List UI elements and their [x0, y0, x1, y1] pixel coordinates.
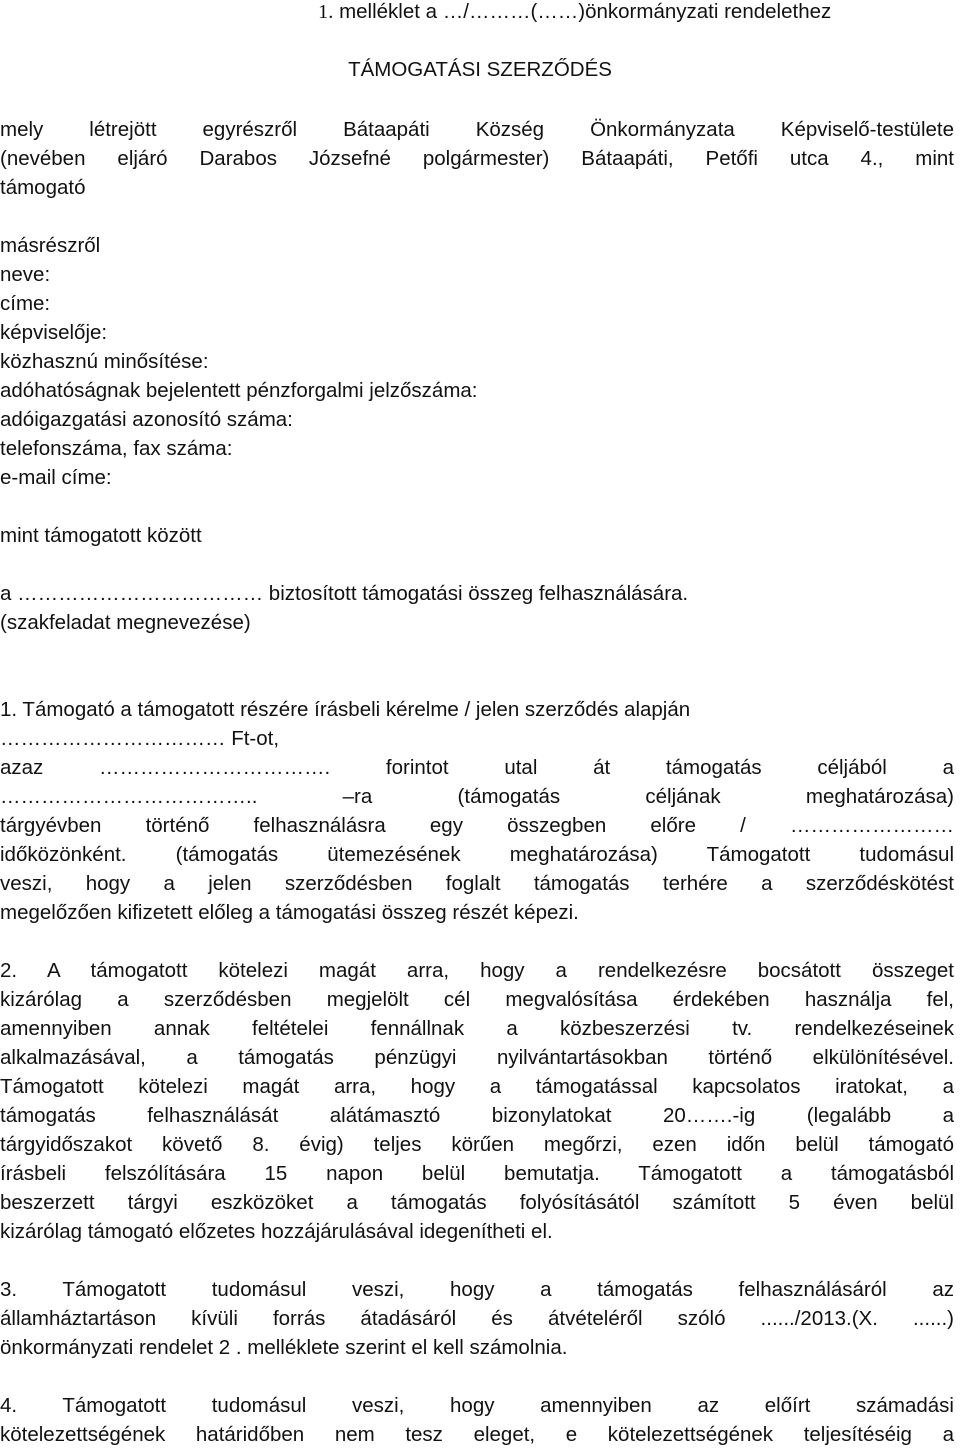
annex-number: 1.	[318, 1, 334, 23]
field-public-benefit-status: közhasznú minősítése:	[0, 350, 209, 373]
section4-line-2: kötelezettségének határidőben nem tesz eleget, e kötelezettségének teljesítéséig a	[0, 1423, 954, 1446]
section1-line-2: …………………………… Ft-ot,	[0, 727, 280, 750]
field-email: e-mail címe:	[0, 466, 112, 489]
section3-line-3: önkormányzati rendelet 2 . melléklete szerint el kell számolnia.	[0, 1336, 568, 1359]
annex-header	[318, 0, 958, 24]
section2-line-4: alkalmazásával, a támogatás pénzügyi nyilvántartásokban történő elkülönítésével.	[0, 1046, 954, 1069]
section2-line-10: kizárólag támogató előzetes hozzájárulásával idegenítheti el.	[0, 1220, 553, 1243]
section1-line-1: 1. Támogató a támogatott részére írásbeli kérelme / jelen szerződés alapján	[0, 698, 691, 721]
section2-line-6: támogatás felhasználását alátámasztó bizonylatokat 20…….-ig (legalább a	[0, 1104, 954, 1127]
purpose-line-1: a ……………………………… biztosított támogatási összeg felhasználására.	[0, 582, 689, 605]
section2-line-2: kizárólag a szerződésben megjelölt cél megvalósítása érdekében használja fel,	[0, 988, 954, 1011]
document-title: TÁMOGATÁSI SZERZŐDÉS	[348, 58, 612, 81]
section2-line-5: Támogatott kötelezi magát arra, hogy a támogatással kapcsolatos iratokat, a	[0, 1075, 954, 1098]
section1-line-3: azaz ……………………………. forintot utal át támogatás céljából a	[0, 756, 954, 779]
purpose-line-2: (szakfeladat megnevezése)	[0, 611, 251, 634]
section1-line-6: időközönként. (támogatás ütemezésének meghatározása) Támogatott tudomásul	[0, 843, 954, 866]
field-address: címe:	[0, 292, 51, 315]
section4-line-1: 4. Támogatott tudomásul veszi, hogy amennyiben az előírt számadási	[0, 1394, 954, 1417]
section2-line-9: beszerzett tárgyi eszközöket a támogatás folyósításától számított 5 éven belül	[0, 1191, 954, 1214]
field-phone-fax: telefonszáma, fax száma:	[0, 437, 233, 460]
section2-line-7: tárgyidőszakot követő 8. évig) teljes körűen megőrzi, ezen időn belül támogató	[0, 1133, 954, 1156]
parties-line-2: (nevében eljáró Darabos Józsefné polgármester) Bátaapáti, Petőfi utca 4., mint	[0, 147, 954, 170]
section1-line-5: tárgyévben történő felhasználásra egy összegben előre / ……………………	[0, 814, 954, 837]
section1-line-8: megelőzően kifizetett előleg a támogatási összeg részét képezi.	[0, 901, 579, 924]
section2-line-8: írásbeli felszólítására 15 napon belül bemutatja. Támogatott a támogatásból	[0, 1162, 954, 1185]
annex-text: melléklet a …/………(……)önkormányzati rendelethez	[333, 0, 832, 23]
section1-line-7: veszi, hogy a jelen szerződésben foglalt támogatás terhére a szerződéskötést	[0, 872, 954, 895]
parties-line-1: mely létrejött egyrészről Bátaapáti Község Önkormányzata Képviselő-testülete	[0, 118, 954, 141]
parties-closing: mint támogatott között	[0, 524, 202, 547]
field-name: neve:	[0, 263, 51, 286]
field-representative: képviselője:	[0, 321, 108, 344]
section3-line-1: 3. Támogatott tudomásul veszi, hogy a támogatás felhasználásáról az	[0, 1278, 954, 1301]
field-bank-account: adóhatóságnak bejelentett pénzforgalmi jelzőszáma:	[0, 379, 478, 402]
other-side-label: másrészről	[0, 234, 101, 257]
parties-line-3: támogató	[0, 176, 86, 199]
field-tax-id: adóigazgatási azonosító száma:	[0, 408, 293, 431]
section1-line-4: ……………………………….. –ra (támogatás céljának meghatározása)	[0, 785, 954, 808]
section3-line-2: államháztartáson kívüli forrás átadásáról és átvételéről szóló ....../2013.(X. ......)	[0, 1307, 954, 1330]
section2-line-1: 2. A támogatott kötelezi magát arra, hogy a rendelkezésre bocsátott összeget	[0, 959, 954, 982]
section2-line-3: amennyiben annak feltételei fennállnak a közbeszerzési tv. rendelkezéseinek	[0, 1017, 954, 1040]
